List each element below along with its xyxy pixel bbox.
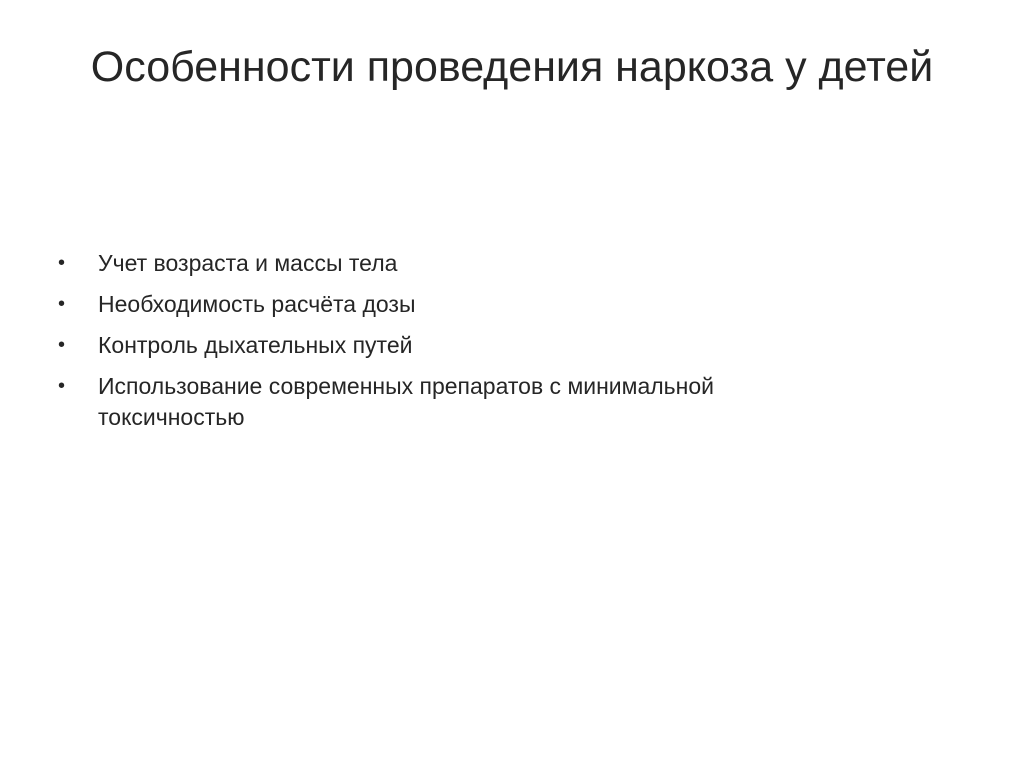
slide-title: Особенности проведения наркоза у детей [90, 43, 934, 91]
bullet-text: Необходимость расчёта дозы [98, 291, 416, 317]
list-item [56, 330, 856, 361]
bullet-text: Учет возраста и массы тела [98, 250, 398, 276]
bullet-text: Использование современных препаратов с минимальной токсичностью [98, 373, 715, 430]
bullet-list [56, 248, 856, 443]
bullet-text: Контроль дыхательных путей [98, 332, 413, 358]
list-item [56, 289, 856, 320]
bullet-icon: • [58, 375, 66, 397]
bullet-icon: • [58, 293, 66, 315]
list-item [56, 248, 856, 279]
bullet-icon: • [58, 252, 66, 274]
list-item [56, 371, 856, 433]
bullet-icon: • [58, 334, 66, 356]
